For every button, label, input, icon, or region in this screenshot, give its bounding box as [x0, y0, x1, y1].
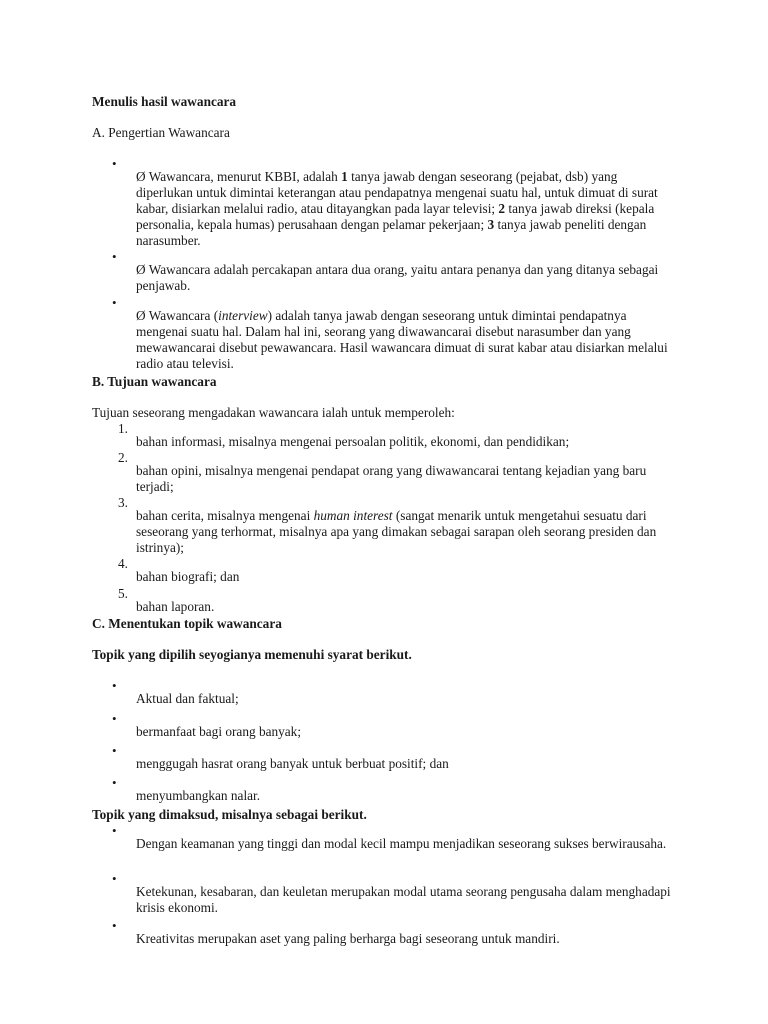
list-item [136, 508, 676, 556]
bullet-icon: • [112, 743, 117, 758]
item-emphasis: human interest [313, 508, 393, 524]
item-number: 1 [341, 169, 348, 185]
bullet-icon: • [112, 678, 117, 693]
item-text: tanya jawab direksi (kepala personalia, kepala humas) perusahaan dengan pelamar pekerjaan; [136, 201, 655, 233]
item-text: Wawancara ( [148, 308, 219, 324]
list-item: Aktual dan faktual; [136, 691, 239, 707]
bullet-icon: • [112, 823, 117, 838]
section-c-subheading-1: Topik yang dipilih seyogianya memenuhi syarat berikut. [92, 647, 412, 662]
list-item: bermanfaat bagi orang banyak; [136, 724, 302, 740]
list-item: Ketekunan, kesabaran, dan keuletan merupakan modal utama seorang pengusaha dalam menghadapi krisis ekonomi. [136, 884, 671, 916]
item-text: Wawancara adalah percakapan antara dua orang, yaitu antara penanya dan yang ditanya sebagai penjawab. [136, 262, 659, 294]
list-number: 4. [118, 556, 128, 571]
list-number: 1. [118, 421, 128, 436]
section-b-intro: Tujuan seseorang mengadakan wawancara ialah untuk memperoleh: [92, 405, 455, 420]
bullet-icon: • [112, 295, 117, 310]
list-item: bahan informasi, misalnya mengenai persoalan politik, ekonomi, dan pendidikan; [136, 434, 570, 450]
item-text: (sangat menarik untuk mengetahui sesuatu dari seseorang yang terhormat, misalnya apa yang dimakan sebagai sarapan oleh seorang presiden dan istrinya); [136, 508, 657, 556]
section-c-subheading-2: Topik yang dimaksud, misalnya sebagai berikut. [92, 807, 367, 822]
item-number: 3 [487, 217, 495, 233]
bullet-icon: • [112, 249, 117, 264]
list-item: bahan biografi; dan [136, 569, 240, 585]
list-number: 2. [118, 450, 128, 465]
item-text: tanya jawab peneliti dengan narasumber. [136, 217, 647, 249]
list-item: bahan laporan. [136, 599, 215, 615]
list-item: Dengan keamanan yang tinggi dan modal kecil mampu menjadikan seseorang sukses berwirausaha. [136, 836, 667, 852]
bullet-icon: • [112, 871, 117, 886]
item-text: tanya jawab dengan seseorang (pejabat, dsb) yang diperlukan untuk dimintai keterangan atau pendapatnya mengenai suatu hal, untuk dimuat di surat kabar, disiarkan melalui radio, atau ditayangkan pada layar televisi; [136, 169, 658, 217]
bullet-icon: • [112, 711, 117, 726]
item-number: 2 [498, 201, 506, 217]
document-title: Menulis hasil wawancara [92, 94, 237, 109]
item-text: bahan cerita, misalnya mengenai [136, 508, 314, 524]
list-item: bahan opini, misalnya mengenai pendapat orang yang diwawancarai tentang kejadian yang baru terjadi; [136, 463, 647, 495]
prefix-glyph: Ø [136, 308, 146, 324]
section-c-heading: C. Menentukan topik wawancara [92, 616, 282, 631]
bullet-icon: • [112, 918, 117, 933]
item-text: Wawancara, menurut KBBI, adalah [148, 169, 342, 185]
bullet-icon: • [112, 156, 117, 171]
list-item: Kreativitas merupakan aset yang paling berharga bagi seseorang untuk mandiri. [136, 931, 560, 947]
list-item: menyumbangkan nalar. [136, 788, 261, 804]
item-text: ) adalah tanya jawab dengan seseorang untuk dimintai pendapatnya mengenai suatu hal. Dalam hal ini, seorang yang diwawancarai disebut narasumber dan yang mewawancarai disebut pewawancara. Hasil wawancara dimuat di surat kabar atau disiarkan melalui radio atau televisi. [136, 308, 668, 372]
prefix-glyph: Ø [136, 169, 146, 185]
item-emphasis: interview [218, 308, 268, 324]
list-number: 3. [118, 495, 128, 510]
list-number: 5. [118, 586, 128, 601]
section-a-heading: A. Pengertian Wawancara [92, 125, 230, 140]
prefix-glyph: Ø [136, 262, 146, 278]
list-item: menggugah hasrat orang banyak untuk berbuat positif; dan [136, 756, 449, 772]
section-b-heading: B. Tujuan wawancara [92, 374, 217, 389]
bullet-icon: • [112, 775, 117, 790]
